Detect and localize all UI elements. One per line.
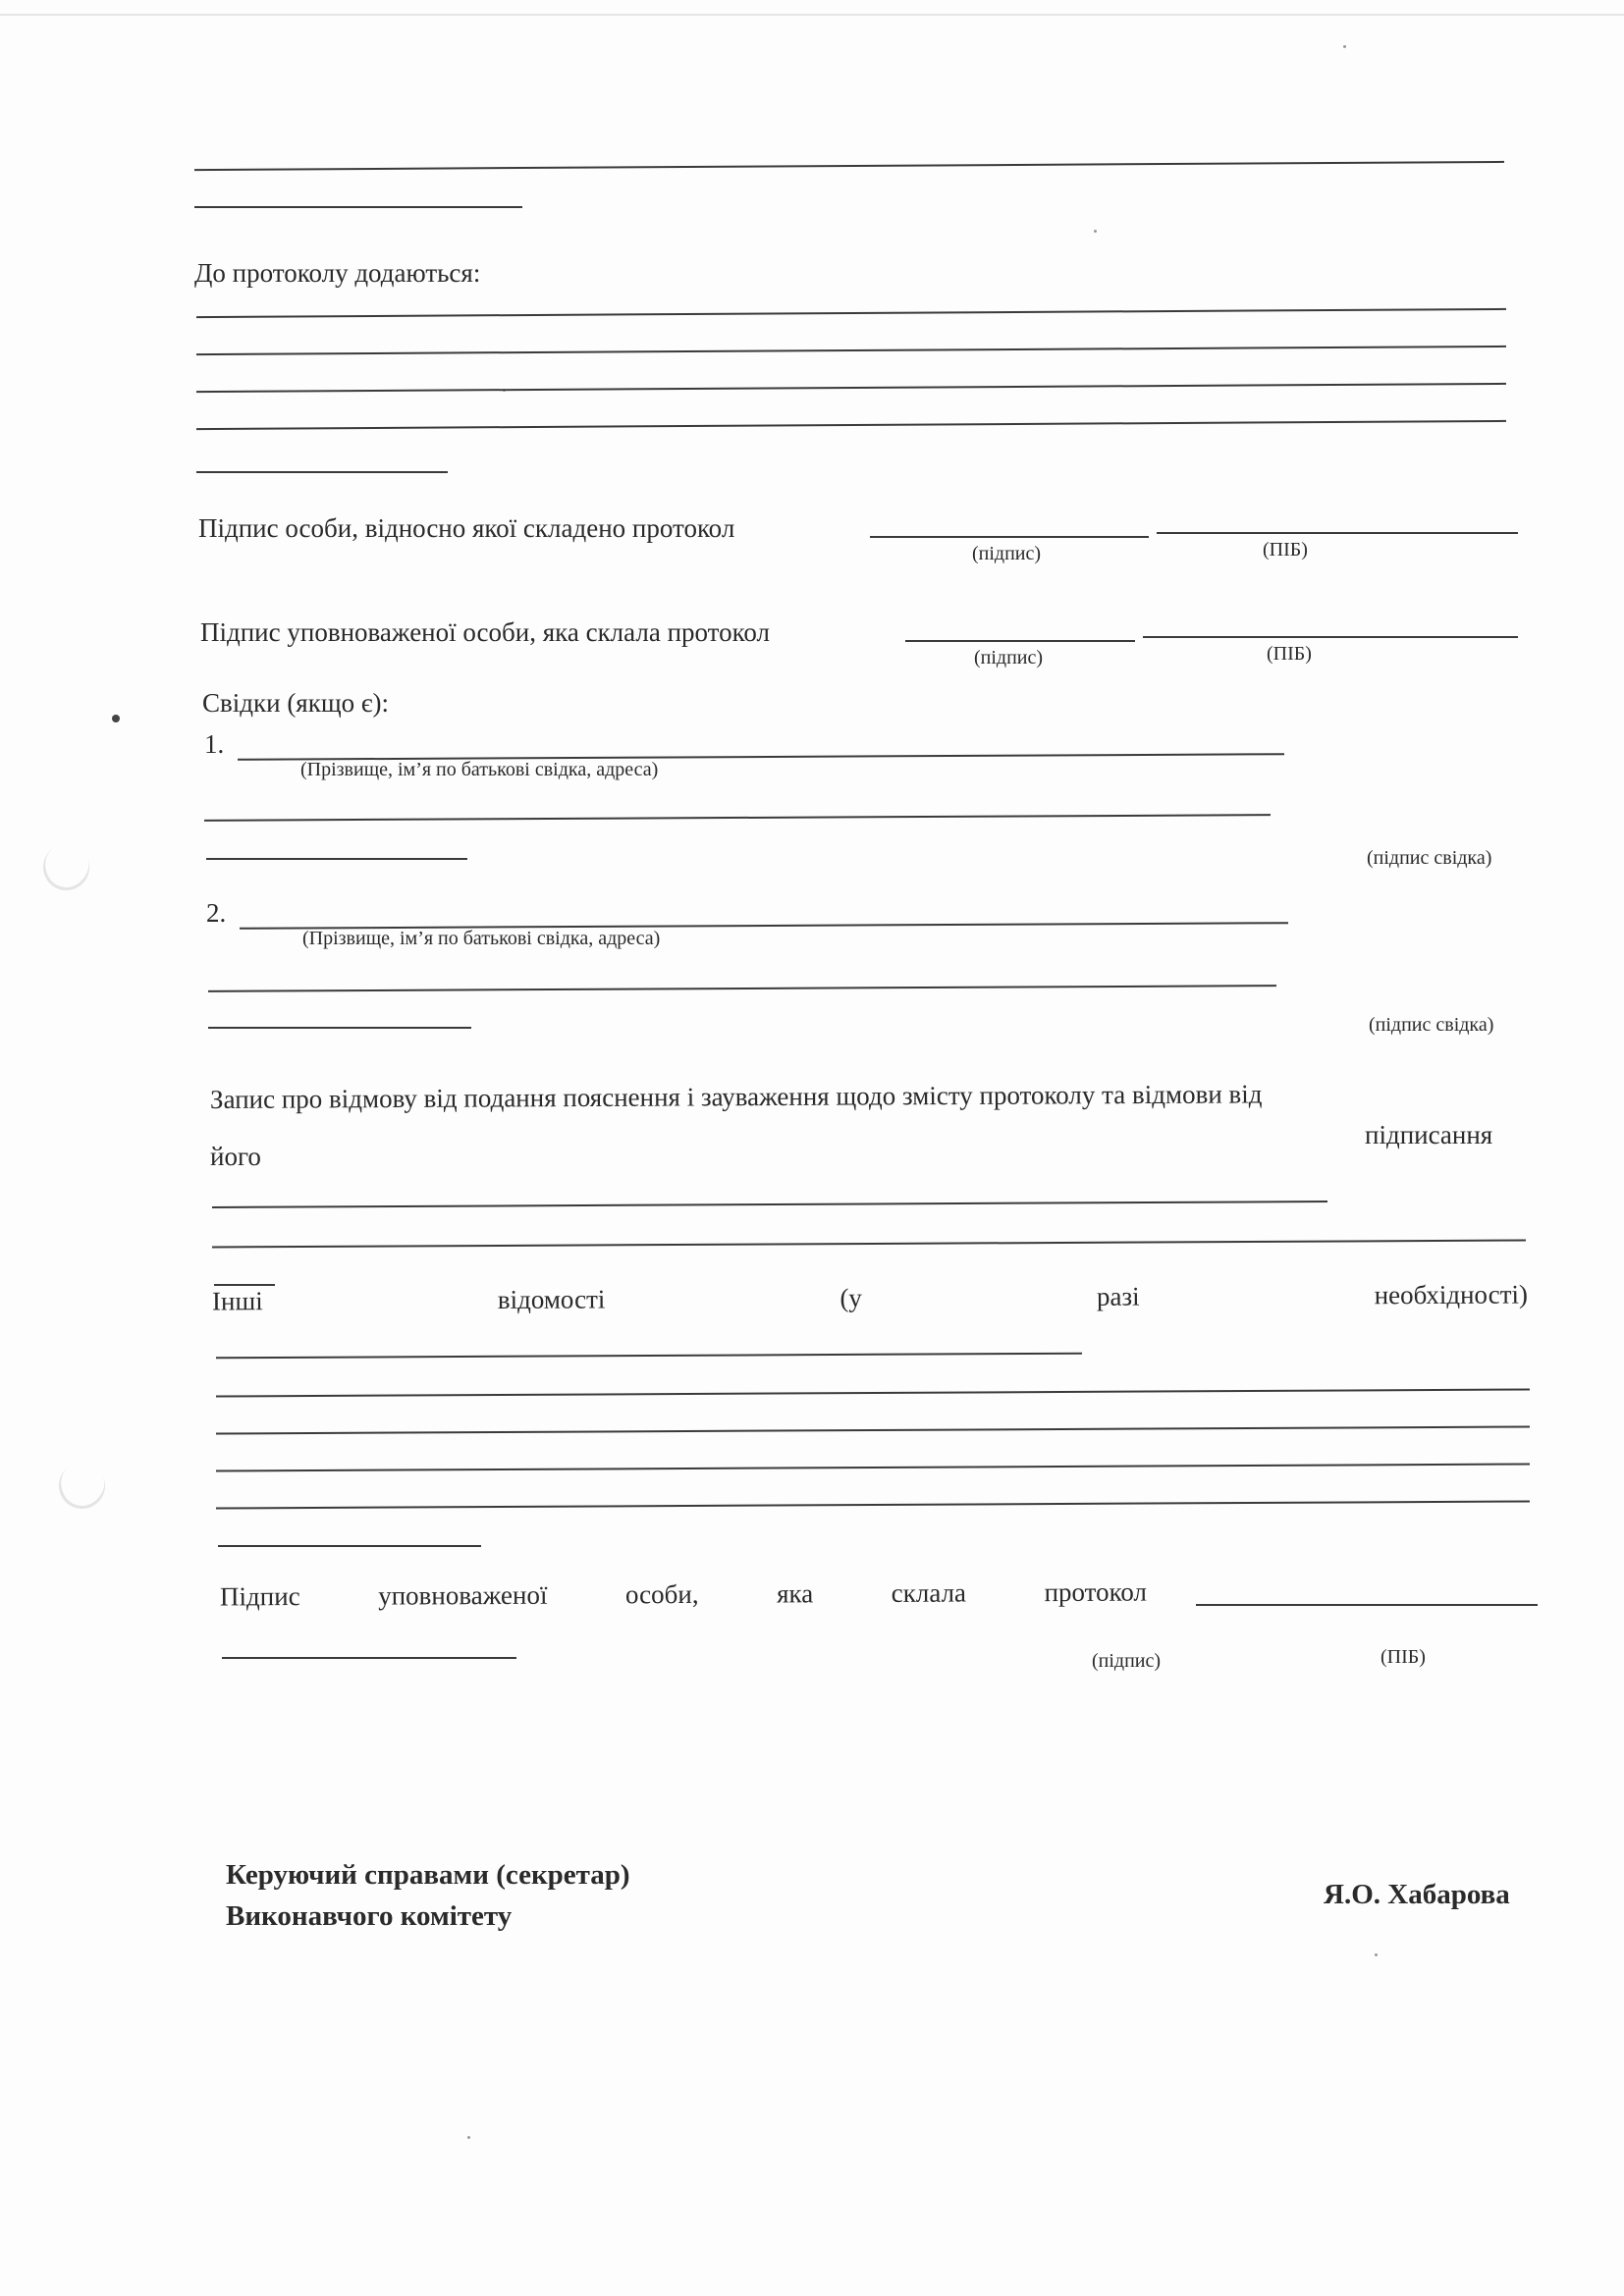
scan-speck bbox=[467, 2136, 470, 2139]
final-signature-hint: (підпис) bbox=[1092, 1650, 1162, 1672]
official-signature-hint: (підпис) bbox=[974, 647, 1044, 668]
final-name-hint: (ПІБ) bbox=[1380, 1646, 1426, 1668]
final-signature-word: яка bbox=[776, 1578, 814, 1609]
final-signature-word: Підпис bbox=[219, 1581, 300, 1612]
footer-title-line1: Керуючий справами (секретар) bbox=[226, 1859, 630, 1891]
attachments-line[interactable] bbox=[196, 420, 1506, 430]
refusal-text-line2: підписання bbox=[1365, 1120, 1493, 1149]
other-info-line[interactable] bbox=[216, 1500, 1530, 1509]
person-signature-label: Підпис особи, відносно якої складено протокол bbox=[198, 513, 735, 543]
final-name-line[interactable] bbox=[222, 1657, 516, 1659]
fill-line[interactable] bbox=[194, 206, 522, 208]
witness-2-address-line[interactable] bbox=[208, 985, 1276, 992]
attachments-line[interactable] bbox=[196, 308, 1506, 318]
other-info-word: відомості bbox=[497, 1284, 606, 1314]
witness-2-signature-line[interactable] bbox=[208, 1027, 471, 1029]
attachments-label: До протоколу додаються: bbox=[194, 258, 481, 288]
fill-line[interactable] bbox=[194, 161, 1504, 171]
person-signature-hint: (підпис) bbox=[972, 543, 1042, 564]
scan-speck bbox=[1375, 1953, 1378, 1956]
other-info-word: Інші bbox=[211, 1286, 263, 1316]
attachments-line[interactable] bbox=[196, 383, 1506, 393]
punch-hole-mark bbox=[50, 1454, 113, 1517]
footer-signatory-name: Я.О. Хабарова bbox=[1324, 1879, 1510, 1910]
other-info-word: необхідності) bbox=[1374, 1279, 1529, 1310]
other-info-line[interactable] bbox=[216, 1353, 1082, 1360]
refusal-text-line3: його bbox=[210, 1142, 261, 1171]
final-signature-line[interactable] bbox=[1196, 1604, 1538, 1606]
scan-top-edge bbox=[0, 0, 1624, 16]
official-name-hint: (ПІБ) bbox=[1267, 643, 1312, 665]
witness-2-signature-hint: (підпис свідка) bbox=[1369, 1014, 1494, 1036]
final-signature-word: протокол bbox=[1044, 1576, 1148, 1608]
other-info-word: (у bbox=[839, 1283, 862, 1313]
witness-1-address-line[interactable] bbox=[204, 814, 1271, 822]
other-info-line[interactable] bbox=[216, 1463, 1530, 1471]
scan-speck bbox=[1094, 230, 1097, 233]
footer-title-line2: Виконавчого комітету bbox=[226, 1900, 513, 1932]
witness-1-signature-hint: (підпис свідка) bbox=[1367, 847, 1492, 869]
refusal-line[interactable] bbox=[212, 1239, 1526, 1248]
scan-speck bbox=[1343, 45, 1346, 48]
other-info-line-end[interactable] bbox=[218, 1545, 481, 1547]
other-info-word: разі bbox=[1096, 1281, 1140, 1311]
witness-1-signature-line[interactable] bbox=[206, 858, 467, 860]
attachments-line[interactable] bbox=[196, 346, 1506, 355]
final-signature-word: склала bbox=[891, 1577, 967, 1608]
witness-2-hint: (Прізвище, ім’я по батькові свідка, адреса) bbox=[302, 928, 661, 949]
official-name-line[interactable] bbox=[1143, 636, 1518, 638]
person-signature-line[interactable] bbox=[870, 536, 1149, 538]
person-name-line[interactable] bbox=[1157, 532, 1518, 534]
witness-1-number: 1. bbox=[204, 729, 225, 759]
attachments-line-end[interactable] bbox=[196, 471, 448, 473]
other-info-line[interactable] bbox=[216, 1425, 1530, 1434]
overline-mark bbox=[214, 1284, 275, 1286]
person-name-hint: (ПІБ) bbox=[1263, 539, 1308, 561]
witness-1-hint: (Прізвище, ім’я по батькові свідка, адреса) bbox=[300, 759, 659, 780]
punch-hole-mark bbox=[34, 835, 97, 898]
final-signature-word: особи, bbox=[624, 1578, 699, 1610]
witness-2-number: 2. bbox=[206, 898, 227, 928]
official-signature-label: Підпис уповноваженої особи, яка склала протокол bbox=[200, 617, 770, 647]
final-signature-label bbox=[220, 1576, 1147, 1613]
refusal-line[interactable] bbox=[212, 1201, 1327, 1208]
witnesses-label: Свідки (якщо є): bbox=[202, 688, 389, 718]
other-info-line[interactable] bbox=[216, 1388, 1530, 1397]
final-signature-word: уповноваженої bbox=[378, 1579, 548, 1611]
official-signature-line[interactable] bbox=[905, 640, 1135, 642]
margin-dot bbox=[112, 715, 120, 722]
refusal-text-line1: Запис про відмову від подання пояснення і зауваження щодо змісту протоколу та відмови від bbox=[209, 1079, 1263, 1114]
other-info-heading bbox=[212, 1278, 1528, 1316]
